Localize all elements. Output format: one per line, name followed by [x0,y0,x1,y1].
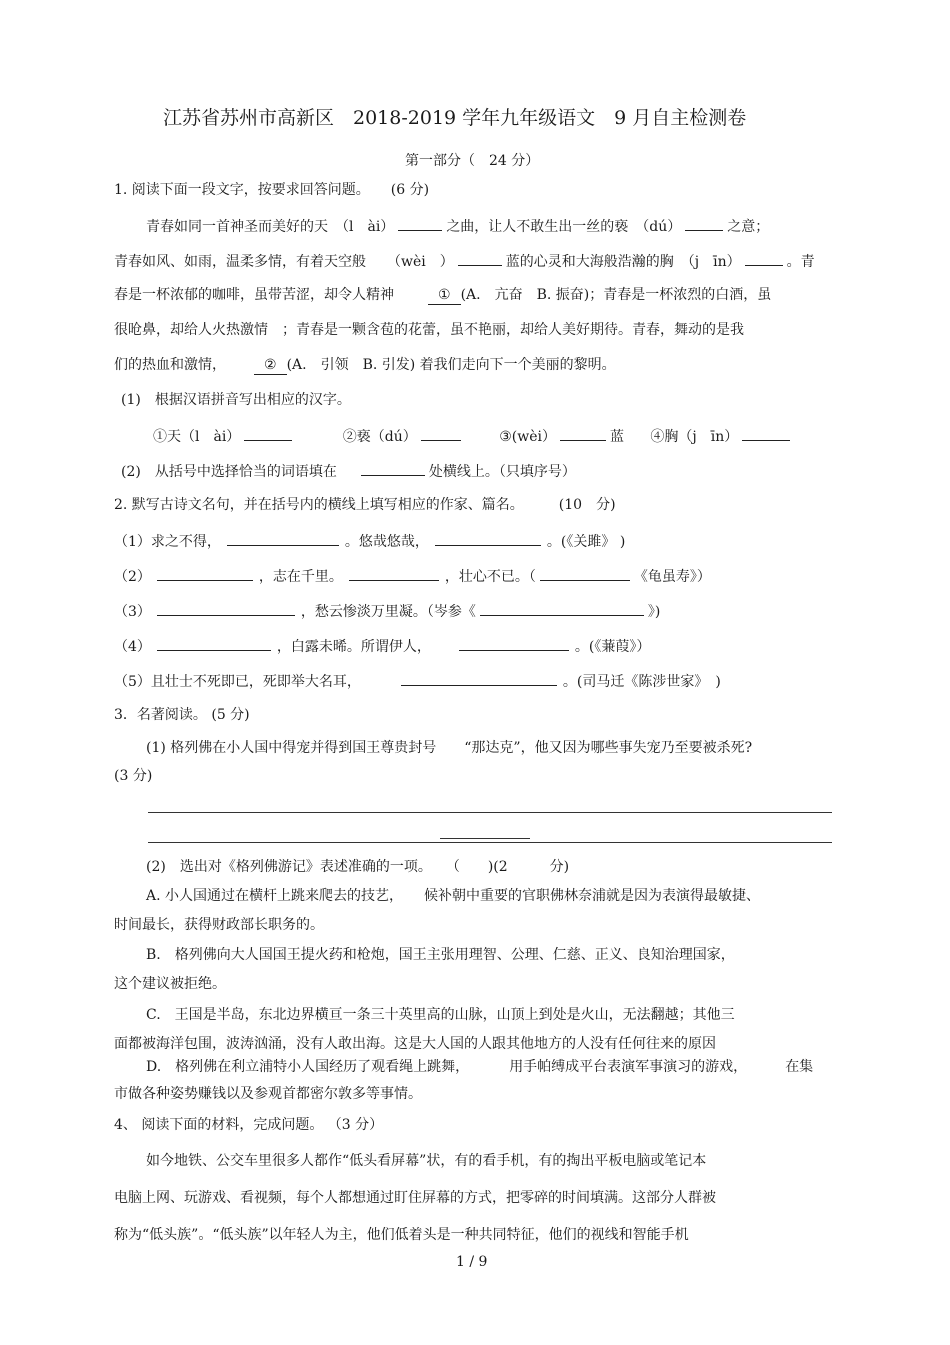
answer-line[interactable] [148,812,832,813]
q2-line5 [114,671,721,691]
answer-blank[interactable] [560,426,606,441]
text: ，志在千里。 [258,569,343,585]
text: 。(《蒹葭》） [574,639,651,655]
q3-option-d-line2: 市做各种姿势赚钱以及参观首都密尔敦多等事情。 [114,1086,422,1102]
answer-blank[interactable] [227,531,339,546]
text: （4） [114,639,151,655]
option-1: ①天（l ài） [153,429,241,445]
text: 春是一杯浓郁的咖啡，虽带苦涩，却令人精神 [114,287,394,303]
page-number: 1 / 9 [456,1254,488,1270]
answer-line[interactable] [148,842,832,843]
text: 青春如风、如雨，温柔多情，有着天空般 （wèi ） [114,254,454,270]
q3-sub1-score: (3 分) [114,768,153,784]
text: ，白露未晞。所谓伊人， [276,639,431,655]
text: 蓝的心灵和大海般浩瀚的胸 （j īn） [505,254,741,270]
q1-sub1: (1) 根据汉语拼音写出相应的汉字。 [121,392,351,408]
answer-blank[interactable] [398,216,442,231]
answer-blank[interactable] [421,426,461,441]
q1-sub2 [121,461,576,481]
answer-blank[interactable] [435,531,541,546]
q1-para-line4: 很呛鼻，却给人火热激情 ；青春是一颗含苞的花蕾，虽不艳丽，却给人美好期待。青春，舞动的是我 [114,322,744,338]
text: 之意； [727,219,770,235]
answer-blank[interactable] [361,461,425,476]
q2-line2 [114,566,711,586]
q2-line3 [114,601,660,621]
q3-option-b-line1: B. 格列佛向大人国国王提火药和枪炮，国王主张用理智、公理、仁慈、正义、良知治理国家， [146,947,735,963]
text: (2) 从括号中选择恰当的词语填在 [121,464,337,480]
page-title: 江苏省苏州市高新区 2018-2019 学年九年级语文 9 月自主检测卷 [163,107,747,129]
text: 。悠哉悠哉， [344,534,429,550]
answer-line-short [440,838,530,839]
text: 青春如同一首神圣而美好的天 （l ài） [146,219,395,235]
q3-option-d-line1 [146,1058,813,1076]
text: （1）求之不得， [114,534,221,550]
answer-blank[interactable] [157,636,271,651]
answer-blank[interactable] [540,566,630,581]
text: 。(《关雎》 ) [546,534,626,550]
q2-line4 [114,636,650,656]
q3-option-b-line2: 这个建议被拒绝。 [114,976,226,992]
blank-marker-2[interactable]: ② [254,356,287,375]
blank-marker-1[interactable]: ① [428,286,461,305]
answer-blank[interactable] [458,251,502,266]
text: （5）且壮士不死即已，死即举大名耳， [114,674,361,690]
text: 们的热血和激情， [114,357,226,373]
answer-blank[interactable] [401,671,557,686]
text: 》) [647,604,661,620]
answer-blank[interactable] [685,216,723,231]
text: （3） [114,604,151,620]
answer-blank[interactable] [480,601,644,616]
text: 《龟虽寿》） [633,569,711,585]
q1-heading: 1. 阅读下面一段文字，按要求回答问题。 (6 分) [114,182,430,198]
q1-para-line1 [146,216,769,236]
text: D. 格列佛在利立浦特小人国经历了观看绳上跳舞， [146,1059,470,1075]
q3-sub2: (2) 选出对《格列佛游记》表述准确的一项。 （ )(2 分) [146,859,570,875]
q1-para-line5 [114,356,616,375]
text: 。青 [786,254,815,270]
q3-heading: 3．名著阅读。 (5 分) [114,707,250,723]
answer-blank[interactable] [742,426,790,441]
answer-blank[interactable] [745,251,783,266]
q4-para-line1: 如今地铁、公交车里很多人都作“低头看屏幕”状，有的看手机，有的掏出平板电脑或笔记本 [146,1153,707,1169]
q2-line1 [114,531,625,551]
text: （2） [114,569,151,585]
option-4: ④胸（j īn） [650,429,739,445]
q3-option-a-line1: A. 小人国通过在横杆上跳来爬去的技艺， 候补朝中重要的官职佛林奈浦就是因为表演得最敏捷、 [146,888,761,904]
q1-para-line3 [114,286,771,305]
q1-para-line2 [114,251,815,271]
text: ，壮心不已。（ [444,569,536,585]
q2-heading: 2. 默写古诗文名句，并在括号内的横线上填写相应的作家、篇名。 (10 分) [114,497,616,513]
q4-heading: 4、 阅读下面的材料，完成问题。 （3 分） [114,1117,384,1133]
text: 在集 [785,1059,814,1075]
option-3: ③(wèi） [499,429,556,445]
q3-option-a-line2: 时间最长，获得财政部长职务的。 [114,917,324,933]
text: (A. 亢奋 B. 振奋)；青春是一杯浓烈的白酒，虽 [460,287,772,303]
text: (A. 引领 B. 引发) 着我们走向下一个美丽的黎明。 [286,357,616,373]
answer-blank[interactable] [157,566,253,581]
q1-sub1-options [153,426,794,446]
q4-para-line2: 电脑上网、玩游戏、看视频，每个人都想通过盯住屏幕的方式，把零碎的时间填满。这部分人群被 [114,1190,716,1206]
text: 。(司马迁《陈涉世家》 ) [562,674,721,690]
answer-blank[interactable] [244,426,292,441]
text: ，愁云惨淡万里凝。（岑参《 [300,604,476,620]
option-2: ②亵（dú） [342,429,417,445]
text: 用手帕缚成平台表演军事演习的游戏， [509,1059,748,1075]
q3-option-c-line1: C. 王国是半岛，东北边界横亘一条三十英里高的山脉，山顶上到处是火山，无法翻越；其他三 [146,1007,735,1023]
option-3-suffix: 蓝 [609,429,624,445]
section-heading: 第一部分（ 24 分） [405,153,540,169]
answer-blank[interactable] [459,636,569,651]
q3-sub1: (1) 格列佛在小人国中得宠并得到国王尊贵封号 “那达克”，他又因为哪些事失宠乃至要被杀死? [146,740,753,756]
answer-blank[interactable] [349,566,439,581]
q3-option-c-line2: 面都被海洋包围，波涛汹涌，没有人敢出海。这是大人国的人跟其他地方的人没有任何往来的原因 [114,1036,716,1052]
q4-para-line3: 称为“低头族”。“低头族”以年轻人为主，他们低着头是一种共同特征，他们的视线和智能手机 [114,1227,689,1243]
text: 处横线上。（只填序号） [428,464,576,480]
answer-blank[interactable] [157,601,295,616]
text: 之曲，让人不敢生出一丝的亵 （dú） [446,219,682,235]
